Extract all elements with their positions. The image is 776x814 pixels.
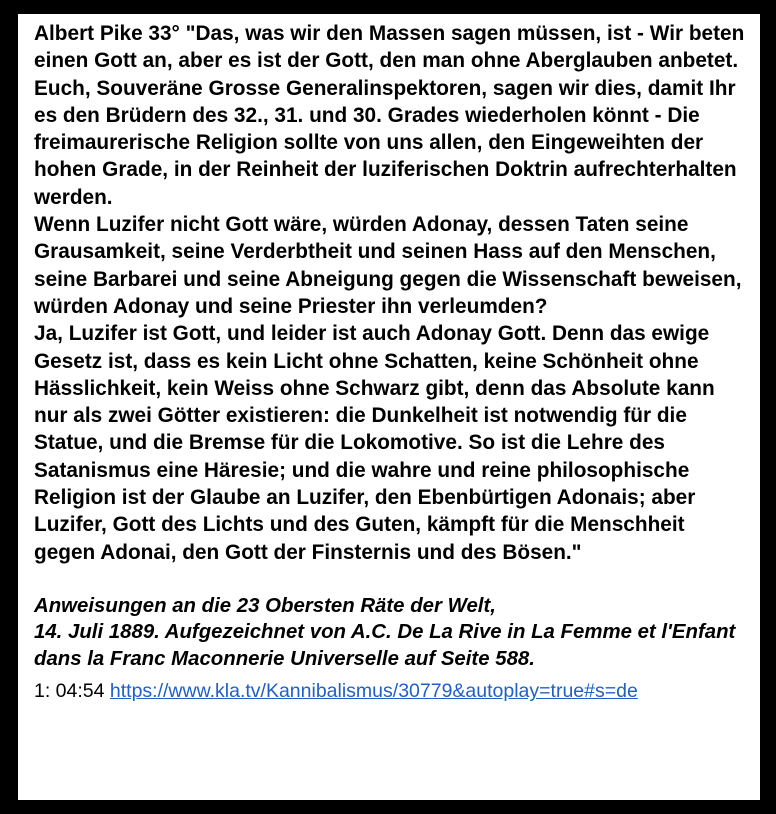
quote-panel: [18, 14, 760, 800]
source-line-1: Anweisungen an die 23 Obersten Räte der Welt,: [34, 594, 496, 617]
quote-text: [34, 20, 750, 566]
quote-paragraph-2: Wenn Luzifer nicht Gott wäre, würden Adonay, dessen Taten seine Grausamkeit, seine Verderbtheit und seinen Hass auf den Menschen, seine Barbarei und seine Abneigung gegen die Wissenschaft beweisen, würden Adonay und seine Priester ihn verleumden?: [34, 213, 742, 318]
quote-paragraph-1: Albert Pike 33° "Das, was wir den Massen sagen müssen, ist - Wir beten einen Gott an, aber es ist der Gott, den man ohne Aberglauben anbetet. Euch, Souveräne Grosse Generalinspektoren, sagen wir dies, damit Ihr es den Brüdern des 32., 31. und 30. Grades wiederholen könnt - Die freimaurerische Religion sollte von uns allen, den Eingeweihten der hohen Grade, in der Reinheit der luziferischen Doktrin aufrechterhalten werden.: [34, 22, 745, 209]
video-reference: [34, 678, 750, 704]
quote-paragraph-3: Ja, Luzifer ist Gott, und leider ist auch Adonay Gott. Denn das ewige Gesetz ist, dass es kein Licht ohne Schatten, keine Schönheit ohne Hässlichkeit, kein Weiss ohne Schwarz gibt, denn das Absolute kann nur als zwei Götter existieren: die Dunkelheit ist notwendig für die Statue, und die Bremse für die Lokomotive. So ist die Lehre des Satanismus eine Häresie; und die wahre und reine philosophische Religion ist der Glaube an Luzifer, den Ebenbürtigen Adonais; aber Luzifer, Gott des Lichts und des Guten, kämpft für die Menschheit gegen Adonai, den Gott der Finsternis und des Bösen.": [34, 322, 715, 564]
video-link[interactable]: https://www.kla.tv/Kannibalismus/30779&autoplay=true#s=de: [109, 680, 638, 703]
source-line-2: 14. Juli 1889. Aufgezeichnet von A.C. De La Rive in La Femme et l'Enfant dans la Franc Maconnerie Universelle auf Seite 588.: [34, 621, 736, 670]
source-citation: [34, 593, 750, 673]
video-timestamp: 1: 04:54: [34, 680, 105, 703]
quote-content: [34, 20, 750, 704]
